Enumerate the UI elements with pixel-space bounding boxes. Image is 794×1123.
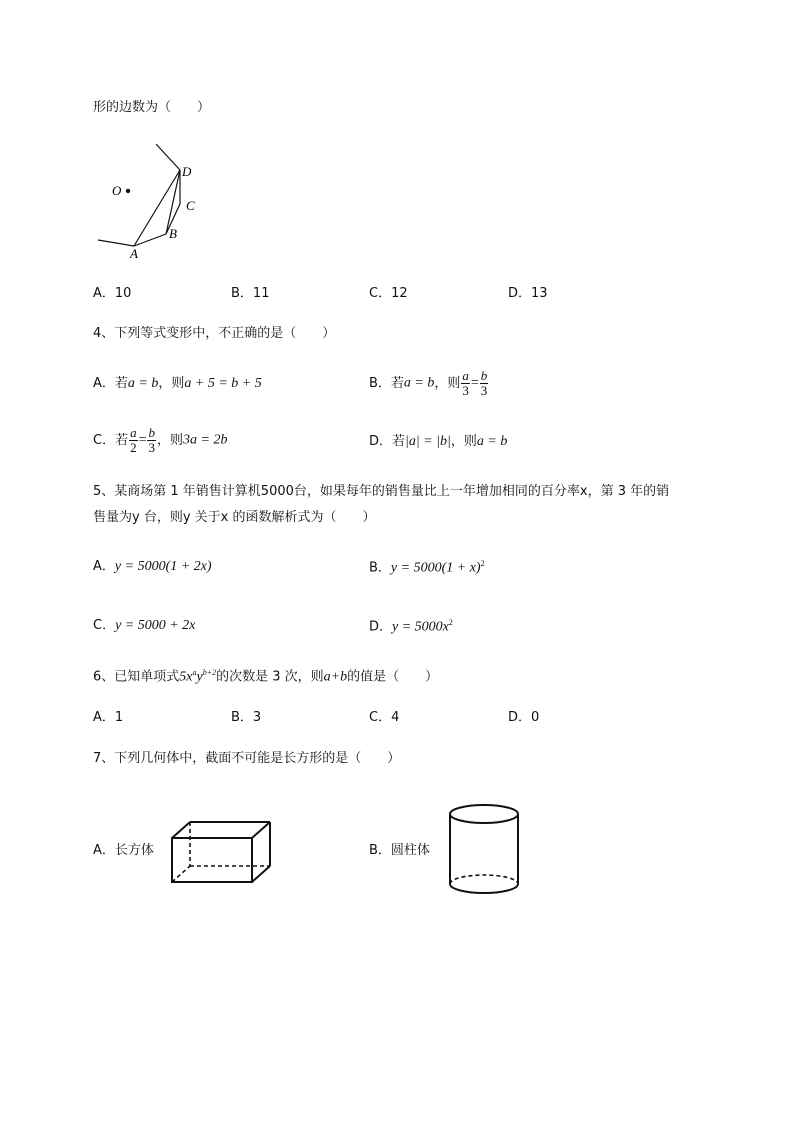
q7-option-a[interactable]: A．长方体 bbox=[93, 843, 154, 858]
q3-option-a[interactable]: A．10 bbox=[93, 286, 132, 301]
q5-stem-line1: 5、某商场第 1 年销售计算机5000台，如果每年的销售量比上一年增加相同的百分率x，第 3 年的销 bbox=[93, 484, 670, 499]
q4c-fraction-2: $\frac{b}{3}$ bbox=[148, 425, 155, 455]
q6-stem-mid: 的次数是 3 次，则 bbox=[216, 669, 324, 685]
q6-stem-post: 的值是（ ） bbox=[347, 669, 439, 685]
q5a-prefix: A． bbox=[93, 559, 115, 574]
q6-option-a[interactable]: A．1 bbox=[93, 710, 124, 725]
center-point-o bbox=[126, 189, 130, 193]
q5d-expr: y = 5000x bbox=[392, 619, 449, 635]
q5d-prefix: D． bbox=[369, 619, 393, 635]
diagonal-bd bbox=[166, 170, 180, 234]
q4a-mid: ，则 bbox=[158, 376, 185, 391]
q4a-prefix: A．若 bbox=[93, 376, 128, 391]
cuboid-front-face bbox=[172, 838, 252, 882]
q5-option-d[interactable] bbox=[369, 619, 453, 634]
cuboid-figure bbox=[168, 820, 274, 886]
q4b-mid: ，则 bbox=[434, 376, 461, 391]
q7-stem: 7、下列几何体中，截面不可能是长方形的是（ ） bbox=[93, 751, 401, 766]
q5d-exponent: 2 bbox=[448, 618, 453, 627]
cylinder-top-ellipse bbox=[450, 805, 518, 823]
q5b-exponent: 2 bbox=[480, 559, 485, 568]
q5c-expr: y = 5000 + 2x bbox=[115, 618, 196, 633]
q4b-prefix: B．若 bbox=[369, 376, 404, 391]
q5-stem-line2: 售量为y 台，则y 关于x 的函数解析式为（ ） bbox=[93, 510, 376, 525]
label-c: C bbox=[186, 198, 195, 213]
label-d: D bbox=[182, 164, 192, 179]
polygon-side-left bbox=[98, 240, 134, 246]
q3-option-d[interactable]: D．13 bbox=[508, 286, 548, 301]
q4b-fraction-2: $\frac{b}{3}$ bbox=[480, 368, 488, 398]
q7-option-b[interactable]: B．圆柱体 bbox=[369, 843, 430, 858]
q4c-prefix: C．若 bbox=[93, 433, 129, 448]
q4b-cond: a = b bbox=[403, 375, 435, 391]
q3-option-c[interactable]: C．12 bbox=[369, 286, 408, 301]
label-a: A bbox=[130, 246, 138, 261]
q4d-cond: |a| = |b| bbox=[405, 434, 451, 449]
q4d-prefix: D．若 bbox=[369, 434, 406, 449]
polygon-side-top bbox=[156, 144, 180, 170]
q5c-prefix: C． bbox=[93, 618, 116, 633]
q5-option-a[interactable] bbox=[93, 560, 212, 574]
cuboid-edge-tr bbox=[252, 822, 270, 838]
cuboid-edge-tl bbox=[172, 822, 190, 838]
q6-exponent-a: a bbox=[192, 668, 197, 677]
q4c-mid: ，则 bbox=[156, 433, 183, 448]
q5-option-b[interactable] bbox=[369, 560, 485, 575]
q6-option-c[interactable]: C．4 bbox=[369, 710, 400, 725]
q4a-result: a + 5 = b + 5 bbox=[184, 376, 262, 391]
q4c-result: 3a = 2b bbox=[183, 432, 228, 448]
q4a-cond: a = b bbox=[127, 376, 159, 391]
q6-monomial-y: y bbox=[196, 669, 203, 685]
cuboid-edge-br bbox=[252, 866, 270, 882]
label-b: B bbox=[169, 226, 177, 241]
q6-option-d[interactable]: D．0 bbox=[508, 710, 540, 725]
q4b-fraction-1: $\frac{a}{3}$ bbox=[462, 368, 469, 398]
q4c-fraction-1: $\frac{a}{2}$ bbox=[130, 425, 137, 455]
q5-option-c[interactable] bbox=[93, 619, 195, 633]
q3-intro: 形的边数为（ ） bbox=[93, 100, 211, 115]
q4-option-a[interactable] bbox=[93, 377, 262, 391]
q4d-mid: ，则 bbox=[450, 434, 477, 449]
q4-stem: 4、下列等式变形中，不正确的是（ ） bbox=[93, 326, 336, 341]
q3-polygon-figure bbox=[90, 138, 230, 268]
q6-expression: a+b bbox=[323, 669, 348, 685]
q6-option-b[interactable]: B．3 bbox=[231, 710, 262, 725]
q4b-equals: = bbox=[470, 375, 479, 391]
q5b-expr: y = 5000(1 + x) bbox=[390, 560, 481, 576]
q4-option-d[interactable] bbox=[369, 435, 507, 449]
label-o: O bbox=[112, 183, 122, 198]
cylinder-bottom-back bbox=[450, 875, 518, 884]
q4-option-c[interactable] bbox=[93, 426, 227, 455]
q6-stem-pre: 6、已知单项式 bbox=[93, 669, 180, 685]
cuboid-hidden-diagonal bbox=[172, 866, 190, 882]
q4c-equals: = bbox=[138, 432, 147, 448]
q5a-expr: y = 5000(1 + 2x) bbox=[114, 559, 212, 574]
cylinder-bottom-front bbox=[450, 884, 518, 893]
cylinder-figure bbox=[444, 802, 524, 898]
q6-monomial-x: 5x bbox=[179, 669, 193, 685]
q4d-result: a = b bbox=[476, 434, 508, 449]
q4-option-b[interactable] bbox=[369, 369, 489, 398]
q6-exponent-b: b+2 bbox=[202, 668, 217, 677]
q6-stem bbox=[93, 669, 438, 684]
q5b-prefix: B． bbox=[369, 560, 391, 576]
polygon-side-ab bbox=[134, 234, 166, 246]
q3-option-b[interactable]: B．11 bbox=[231, 286, 270, 301]
